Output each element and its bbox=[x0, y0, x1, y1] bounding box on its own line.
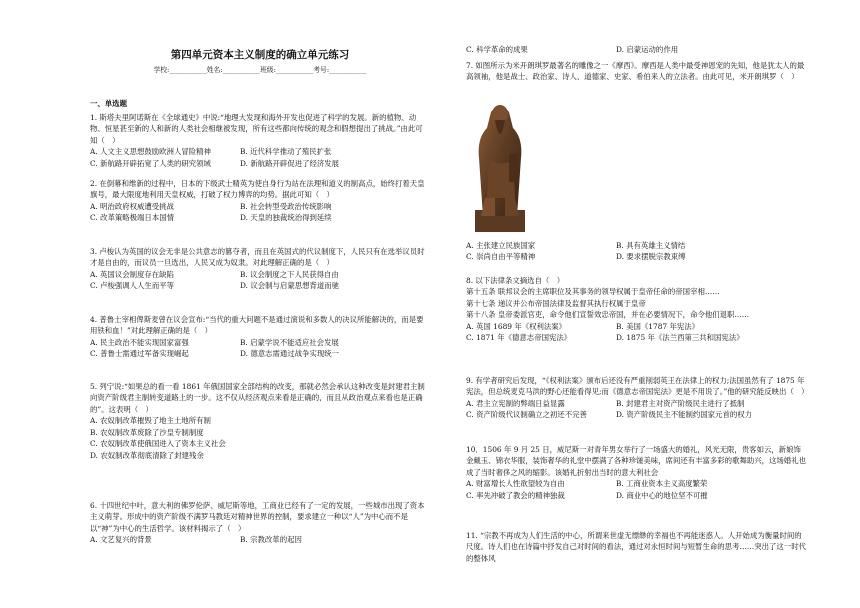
question-6 bbox=[90, 500, 430, 546]
option-c[interactable]: C. 率先冲破了教会的精神独裁 bbox=[466, 490, 565, 500]
question-4 bbox=[90, 314, 430, 360]
question-2 bbox=[90, 178, 430, 224]
option-c[interactable]: C. 新航路开辟拓宽了人类的研究领域 bbox=[90, 158, 211, 168]
question-stem: 2. 在倒幕和维新的过程中，日本的下级武士精英为使自身行为站在法理和道义的制高点，始终打着天皇旗号，最大限度地利用天皇权威，打破了权力博弈的均势。据此可知（ ） bbox=[90, 179, 425, 200]
question-stem: 10．1506 年 9 月 25 日，威尼斯一对青年男女举行了一场盛大的婚礼，风光无限，贵客如云，新娘饰金戴玉、锦衣华服，装饰奢华的礼堂中摆满了各种珍馐美味，席间还有丰富多彩的歌舞助兴，这场婚礼也成了当时奢侈之风的缩影。该婚礼折射出当时的意大利社会 bbox=[466, 445, 806, 477]
option-c[interactable]: C. 崇尚自由平等精神 bbox=[466, 252, 536, 262]
option-c[interactable]: C. 科学革命的成果 bbox=[466, 45, 528, 54]
question-stem: 5. 列宁说:“如果总的看一看 1861 年俄国国家全部结构的改变，那就必然会承认这种改变是封建君主制向资产阶级君主制转变道路上的一步。这不仅从经济观点来看是正确的，而且从政治观点来看也是正确的”。这表明（ ） bbox=[90, 382, 425, 414]
section-heading: 一、单选题 bbox=[90, 99, 127, 108]
option-d[interactable]: D. 1875 年《法兰西第三共和国宪法》 bbox=[616, 333, 744, 343]
option-b[interactable]: B. 美国《1787 年宪法》 bbox=[616, 321, 700, 331]
option-a[interactable]: A. 明治政府权威遭受挑战 bbox=[90, 201, 174, 211]
option-b[interactable]: B. 启蒙学说不能适应社会发展 bbox=[240, 337, 339, 347]
question-stem: 11. “宗教不再成为人们生活的中心，所谓来世虚无缥缈的幸福也不再能迷惑人。人开始成为衡量时间的尺度。诗人们也在诗篇中抒发自己对时间的看法，通过对永恒时间与短暂生命的思考……突出了这一时代的整体风 bbox=[466, 531, 806, 563]
question-11 bbox=[466, 530, 806, 564]
question-7-options bbox=[466, 240, 806, 263]
option-a[interactable]: A. 民主政治不能实现国家富强 bbox=[90, 337, 189, 347]
option-c[interactable]: C. 普鲁士需通过军备实现崛起 bbox=[90, 349, 189, 359]
moses-statue-image bbox=[469, 98, 531, 232]
option-c[interactable]: C. 改革策略极端日本国情 bbox=[90, 213, 174, 223]
question-stem: 3. 卢梭认为英国的议会无非是公共意志的篡夺者，而且在英国式的代议制度下，人民只有在选举议员时才是自由的，而议员一旦选出，人民又成为奴隶。对此理解正确的是（ ） bbox=[90, 247, 425, 268]
option-d[interactable]: D. 新航路开辟促进了经济发展 bbox=[240, 158, 340, 168]
option-d[interactable]: D. 德意志需通过战争实现统一 bbox=[240, 349, 340, 359]
option-b[interactable]: B. 宗教改革的起因 bbox=[240, 535, 302, 545]
option-a[interactable]: A. 君主立宪制的弊端日益显露 bbox=[466, 398, 565, 408]
option-c[interactable]: C. 1871 年《德意志帝国宪法》 bbox=[466, 333, 572, 343]
question-stem: 4. 普鲁士宰相俾斯麦曾在议会宣布:“当代的重大问题不是通过演说和多数人的决议所能解决的，而是要用铁和血！”对此理解正确的是（ ） bbox=[90, 315, 424, 336]
question-5 bbox=[90, 381, 430, 461]
option-d[interactable]: D. 议会制与启蒙思想背道而驰 bbox=[240, 281, 340, 291]
law-article-18: 第十八条 皇帝委派官吏，命令他们宣誓效忠帝国，并在必要情况下，命令他们退职…… bbox=[466, 310, 750, 320]
option-a[interactable]: A. 主张建立民族国家 bbox=[466, 241, 536, 250]
option-a[interactable]: A. 文艺复兴的背景 bbox=[90, 535, 152, 545]
question-stem: 6. 十四世纪中叶，意大利的佛罗伦萨、威尼斯等地，工商业已经有了一定的发展，一些城市出现了资本主义萌芽。形成中的资产阶级不满罗马教廷对精神世界的控制，要求建立一种以“人”为中心而不是以“神”为中心的生活哲学。该材料揭示了（ ） bbox=[90, 501, 425, 533]
question-3 bbox=[90, 246, 430, 292]
question-stem: 1. 斯塔夫里阿诺斯在《全球通史》中说:“地理大发现和海外开发也促进了科学的发展。新的植物、动物、恒星甚至新的人和新的人类社会相继被发现，所有这些都向传统的观念和假想提出了挑战。”由此可知（ ） bbox=[90, 113, 423, 145]
question-6-continued bbox=[466, 44, 806, 55]
option-a[interactable]: A. 英国议会制度存在缺陷 bbox=[90, 269, 174, 279]
option-a[interactable]: A. 财富增长人性欲望较为自由 bbox=[466, 479, 565, 489]
option-d[interactable]: D. 天皇的独裁统治得到延续 bbox=[240, 213, 332, 223]
question-10 bbox=[466, 444, 806, 501]
question-8 bbox=[466, 275, 806, 344]
law-article-17: 第十七条 递议并公布帝国法律及监督其执行权属于皇帝 bbox=[466, 298, 646, 308]
option-c[interactable]: C. 资产阶级代议制确立之初还不完善 bbox=[466, 410, 587, 420]
option-a[interactable]: A. 英国 1689 年《权利法案》 bbox=[466, 321, 567, 331]
option-c[interactable]: C. 农奴制改革使俄国进入了资本主义社会 bbox=[90, 439, 226, 449]
option-c[interactable]: C. 卢梭强调人人生而平等 bbox=[90, 281, 174, 291]
option-b[interactable]: B. 议会制度之下人民获得自由 bbox=[240, 269, 339, 279]
question-stem: 8. 以下法律条文摘选自（ ） bbox=[466, 276, 565, 285]
option-a[interactable]: A. 人文主义思想鼓励欧洲人冒险精神 bbox=[90, 147, 211, 157]
question-1 bbox=[90, 112, 430, 169]
option-a[interactable]: A. 农奴制改革摧毁了地主土地所有制 bbox=[90, 416, 211, 426]
option-d[interactable]: D. 启蒙运动的作用 bbox=[616, 45, 679, 54]
option-b[interactable]: B. 封建君主对资产阶级民主进行了抵制 bbox=[616, 398, 745, 408]
law-article-15: 第十五条 联邦议会的主席职位及其事务的领导权属于皇帝任命的帝国宰相…… bbox=[466, 287, 720, 297]
option-d[interactable]: D. 农奴制改革彻底清除了封建残余 bbox=[90, 450, 204, 460]
question-stem: 7. 如图所示为米开朗琪罗最著名的雕像之一《摩西》。摩西是人类中最受神恩宠的先知，他是犹太人的最高领袖，他是战士、政治家、诗人、道德家、史家、希伯来人的立法者。由此可见，米开朗琪罗（ ） bbox=[466, 61, 805, 82]
question-stem: 9. 有学者研究后发现，“《权利法案》颁布后还没有严重削弱英王在法律上的权力;法国虽然有了 1875 年宪法，但总统麦克马洪的野心还能看得见;而《德意志帝国宪法》更是不用说了。”他的研究能反映出（ ） bbox=[466, 376, 809, 397]
option-b[interactable]: B. 农奴制改革废除了沙皇专制制度 bbox=[90, 427, 204, 437]
option-d[interactable]: D. 资产阶级民主不能制约国家元首的权力 bbox=[616, 410, 753, 420]
question-7 bbox=[466, 60, 806, 83]
option-b[interactable]: B. 工商业资本主义高度繁荣 bbox=[616, 479, 708, 489]
student-info-line: 学校:___________姓名:___________班级:___________考号:___________ bbox=[153, 66, 367, 74]
option-d[interactable]: D. 要求摆脱宗教束缚 bbox=[616, 252, 686, 262]
question-9 bbox=[466, 375, 809, 421]
option-b[interactable]: B. 社会转型受政治传统影响 bbox=[240, 201, 332, 211]
option-d[interactable]: D. 商业中心的地位坚不可摧 bbox=[616, 490, 708, 500]
option-b[interactable]: B. 近代科学推动了殖民扩张 bbox=[240, 147, 332, 157]
document-title: 第四单元资本主义制度的确立单元练习 bbox=[170, 49, 350, 61]
option-b[interactable]: B. 具有英雄主义情结 bbox=[616, 241, 686, 250]
